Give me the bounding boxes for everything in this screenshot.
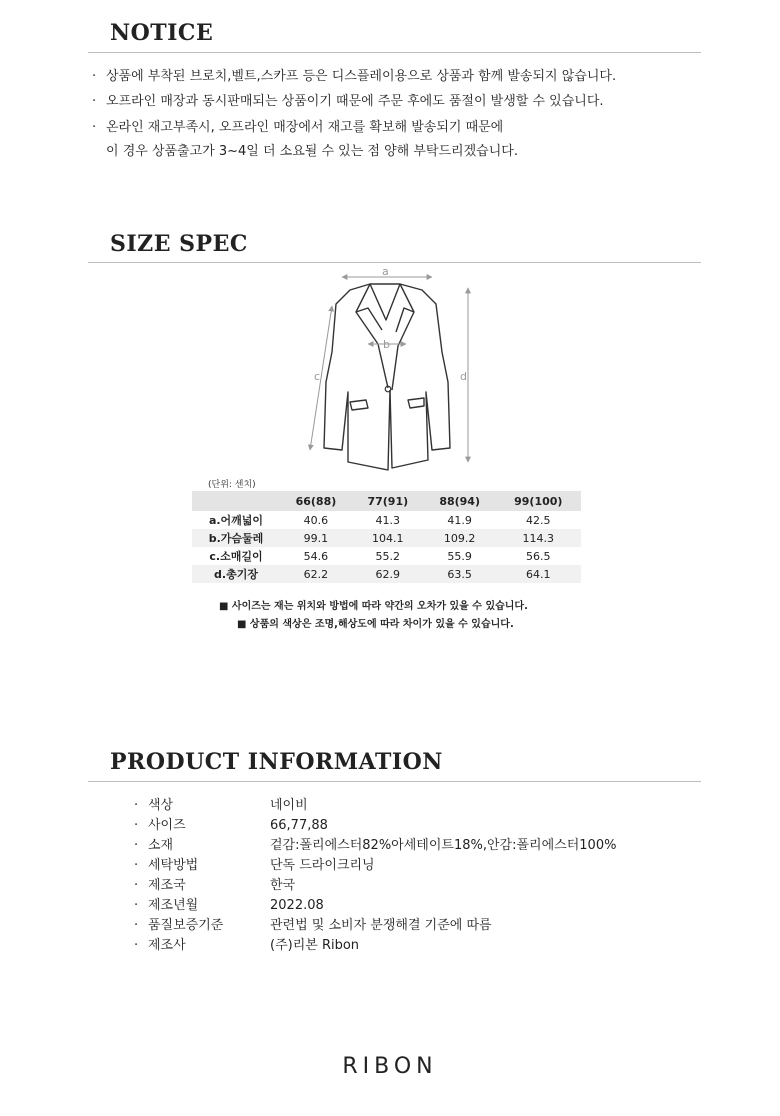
notice-line-3 — [92, 119, 503, 137]
measure-label-c: c — [314, 370, 321, 383]
notice-divider — [88, 52, 701, 53]
table-cell: 99.1 — [280, 529, 352, 547]
info-value: 한국 — [270, 878, 296, 893]
measure-label-a: a — [382, 265, 389, 278]
product-info-divider — [88, 781, 701, 782]
table-cell: 114.3 — [496, 529, 581, 547]
table-cell: 104.1 — [352, 529, 424, 547]
info-label: 세탁방법 — [148, 858, 199, 873]
bullet: · — [134, 918, 139, 933]
table-cell: 55.9 — [447, 549, 472, 563]
measure-label-b: b — [383, 338, 390, 351]
jacket-measurement-diagram — [296, 262, 486, 478]
info-value: 겉감:폴리에스터82%아세테이트18%,안감:폴리에스터100% — [270, 838, 617, 853]
bullet: · — [134, 818, 139, 833]
bullet: · — [92, 94, 97, 109]
info-row-manufacturer — [134, 934, 359, 954]
info-value: 관련법 및 소비자 분쟁해결 기준에 따름 — [270, 918, 492, 933]
notice-text: 상품에 부착된 브로치,벨트,스카프 등은 디스플레이용으로 상품과 함께 발송되지 않습니다. — [106, 69, 617, 84]
info-row-color — [134, 794, 308, 814]
bullet: · — [134, 798, 139, 813]
bullet: · — [134, 838, 139, 853]
table-row-label: a.어깨넓이 — [208, 514, 264, 527]
table-cell: 42.5 — [526, 513, 551, 527]
table-header-row — [192, 491, 581, 511]
info-row-size — [134, 814, 328, 834]
table-cell: 109.2 — [424, 529, 496, 547]
notice-line-continuation: 이 경우 상품출고가 3~4일 더 소요될 수 있는 점 양해 부탁드리겠습니다. — [106, 144, 518, 159]
table-header-cell: 66(88) — [280, 491, 352, 511]
table-header-cell: 88(94) — [424, 491, 496, 511]
table-row-label: c.소매길이 — [209, 550, 263, 563]
table-cell: 56.5 — [526, 549, 551, 563]
table-cell: 63.5 — [424, 565, 496, 583]
size-note-2: ■ 상품의 색상은 조명,해상도에 따라 차이가 있을 수 있습니다. — [237, 619, 514, 630]
notice-title: NOTICE — [110, 20, 214, 46]
table-cell: 55.2 — [375, 549, 401, 563]
table-cell: 54.6 — [303, 549, 329, 563]
info-row-date — [134, 894, 324, 914]
jacket-outline — [324, 284, 450, 470]
bullet: · — [134, 878, 139, 893]
table-cell: 40.6 — [303, 513, 329, 527]
table-row-label: b.가슴둘레 — [192, 529, 280, 547]
notice-line-2 — [92, 93, 604, 111]
table-header-cell: 77(91) — [352, 491, 424, 511]
product-info-title: PRODUCT INFORMATION — [110, 749, 443, 775]
bullet: · — [134, 898, 139, 913]
info-label: 제조년월 — [148, 898, 199, 913]
table-row — [192, 511, 581, 529]
info-label: 품질보증기준 — [148, 918, 224, 933]
size-note-1: ■ 사이즈는 재는 위치와 방법에 따라 약간의 오차가 있을 수 있습니다. — [219, 601, 528, 612]
measure-label-d: d — [460, 370, 467, 383]
bullet: · — [92, 120, 97, 135]
brand-logo: RIBON — [342, 1054, 438, 1079]
table-row — [192, 565, 581, 583]
table-cell: 62.9 — [352, 565, 424, 583]
info-label: 제조사 — [148, 938, 186, 953]
size-spec-title: SIZE SPEC — [110, 231, 248, 257]
table-header-cell: 99(100) — [496, 491, 581, 511]
notice-text: 온라인 재고부족시, 오프라인 매장에서 재고를 확보해 발송되기 때문에 — [106, 120, 504, 135]
size-spec-table — [192, 491, 581, 583]
info-label: 사이즈 — [148, 818, 186, 833]
info-row-country — [134, 874, 295, 894]
info-label: 제조국 — [148, 878, 186, 893]
table-header-cell — [192, 491, 280, 511]
table-row — [192, 529, 581, 547]
info-label: 소재 — [148, 838, 174, 853]
table-row-label: d.총기장 — [192, 565, 280, 583]
table-cell: 41.9 — [447, 513, 472, 527]
info-value: 66,77,88 — [270, 818, 328, 833]
bullet: · — [134, 938, 139, 953]
table-cell: 64.1 — [496, 565, 581, 583]
info-value: 네이비 — [270, 798, 308, 813]
info-value: 단독 드라이크리닝 — [270, 858, 375, 873]
info-row-washing — [134, 854, 375, 874]
bullet: · — [134, 858, 139, 873]
info-row-warranty — [134, 914, 492, 934]
info-value: 2022.08 — [270, 898, 324, 913]
unit-label: (단위: 센치) — [208, 480, 256, 490]
info-value: (주)리본 Ribon — [270, 938, 360, 953]
table-cell: 41.3 — [375, 513, 401, 527]
info-row-material — [134, 834, 616, 854]
bullet: · — [92, 69, 97, 84]
table-cell: 62.2 — [280, 565, 352, 583]
notice-text: 오프라인 매장과 동시판매되는 상품이기 때문에 주문 후에도 품절이 발생할 수 있습니다. — [106, 94, 604, 109]
table-row — [192, 547, 581, 565]
notice-line-1 — [92, 68, 616, 86]
info-label: 색상 — [148, 798, 174, 813]
